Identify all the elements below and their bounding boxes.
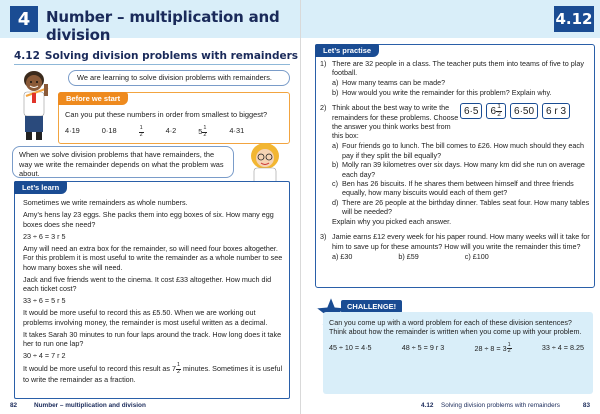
lets-learn-tab: Let’s learn <box>14 181 67 194</box>
page-number: 83 <box>582 402 590 409</box>
learning-objective-bubble: We are learning to solve division problems with remainders. <box>68 70 290 86</box>
remainder-explanation-bubble: When we solve division problems that have remainders, the way we write the remainder depends on what the problem was about. <box>12 146 234 178</box>
challenge-panel <box>323 312 593 394</box>
choice-box-mixed: 6 $\frac{1}{2}$ <box>486 103 506 119</box>
right-footer <box>301 400 600 414</box>
division-sentence: 45 ÷ 10 = 4·5 <box>329 342 372 352</box>
mixed-number: 5 $\frac{1}{2}$ <box>198 125 207 138</box>
division-sentences <box>329 343 584 355</box>
right-header-bar <box>301 0 600 38</box>
lets-learn-panel <box>14 181 290 399</box>
challenge-body <box>329 318 587 355</box>
learn-paragraph: It would be more useful to record this as £5.50. When we are working out problems involving money, the remainder is most useful written as a decimal. <box>23 308 268 327</box>
lets-practise-tab: Let’s practise <box>315 44 379 57</box>
learn-equation: 33 ÷ 6 = 5 r 5 <box>23 296 66 306</box>
question-3: 3) Jamie earns £12 every week for his paper round. How many weeks will it take for him to save up for these amounts? How will you write the remainder this time? a) £30 b) £59 c) £100 <box>320 232 592 261</box>
division-sentence-fraction: 28 ÷ 8 = 3 $\frac{1}{2}$ <box>474 341 511 355</box>
chapter-title: Number – multiplication and division <box>46 8 280 44</box>
learn-equation: 30 ÷ 4 = 7 r 2 <box>23 351 66 361</box>
learn-equation: 23 ÷ 6 = 3 r 5 <box>23 231 66 241</box>
section-divider <box>14 64 290 65</box>
choice-box: 6 r 3 <box>542 103 570 119</box>
numbers-to-order <box>65 126 244 138</box>
chapter-number: 4 <box>10 6 38 32</box>
before-we-start-tab: Before we start <box>58 92 128 105</box>
section-badge: 4.12 <box>554 6 594 32</box>
challenge-text: Can you come up with a word problem for each of these division sentences? Think about how the remainder is written when you come up with your problem. <box>329 318 582 337</box>
number-item: 4·2 <box>165 126 177 135</box>
number-item: 0·18 <box>101 126 117 135</box>
section-title-text: Solving division problems with remainders <box>44 50 299 62</box>
division-sentence: 48 ÷ 5 = 9 r 3 <box>401 342 445 352</box>
choice-box: 6·50 <box>510 103 538 119</box>
section-title <box>14 50 298 62</box>
learn-paragraph: It takes Sarah 30 minutes to run four laps around the track. How long does it take her to run one lap? <box>23 329 282 349</box>
section-number: 4.12 <box>14 50 40 62</box>
learn-paragraph: Sometimes we write remainders as whole numbers. <box>23 198 188 207</box>
chapter-header-bar <box>0 0 300 44</box>
lets-practise-panel <box>315 44 595 288</box>
practise-body <box>320 59 592 261</box>
learn-paragraph: It would be more useful to record this result as 7 $\frac{1}{2}$ minutes. Sometimes it is useful to write the remainder as a fraction. <box>23 362 283 385</box>
question-2: 2) Think about the best way to write the remainders for these problems. Choose the answer you think works best from this box: a) Four friends go to lunch. The bill comes to £26. How much should they each pay if they split the bill equally? b) Molly ran 39 kilometres over six days. How many km did she run on average each day? c) Ben has 26 biscuits. If he shares them between himself and three friends equally, how many biscuits would each of them get? d) There are 26 people at the birthday dinner. Tables seat four. How many tables will be needed? Explain why you picked each answer. <box>320 103 590 226</box>
learn-paragraph: Jack and five friends went to the cinema. It cost £33 altogether. How much did each ticket cost? <box>23 274 272 294</box>
lets-learn-body <box>23 198 285 387</box>
before-we-start-question: Can you put these numbers in order from smallest to biggest? <box>65 110 268 119</box>
learn-paragraph: Amy’s hens lay 23 eggs. She packs them into egg boxes of six. How many egg boxes does she need? <box>23 209 274 229</box>
choice-box: 6·5 <box>460 103 482 119</box>
learn-paragraph: Amy will need an extra box for the remainder, so will need four boxes altogether. For this problem it is most useful to write the remainder as a whole number to see how many boxes she will need. <box>23 243 283 272</box>
page-number: 82 <box>10 402 18 409</box>
footer-section-number: 4.12 <box>421 402 434 409</box>
division-sentence: 33 ÷ 4 = 8.25 <box>541 342 584 352</box>
number-item: 4·31 <box>229 126 245 135</box>
footer-section-title: Solving division problems with remainders <box>441 402 560 409</box>
before-we-start-panel <box>58 92 290 144</box>
fraction-half: $\frac{1}{2}$ <box>139 125 143 138</box>
left-footer <box>0 400 300 414</box>
right-page <box>300 0 600 414</box>
boy-illustration <box>12 66 60 144</box>
q3-options: a) £30 b) £59 c) £100 <box>332 251 489 261</box>
answer-choice-box <box>460 103 570 119</box>
number-item: 4·19 <box>65 126 80 135</box>
footer-chapter: Number – multiplication and division <box>34 402 146 409</box>
question-1: 1) There are 32 people in a class. The teacher puts them into teams of five to play football. a) How many teams can be made? b) How would you write the remainder for this problem? Explain why. <box>320 59 584 97</box>
challenge-label: CHALLENGE! <box>341 300 402 313</box>
